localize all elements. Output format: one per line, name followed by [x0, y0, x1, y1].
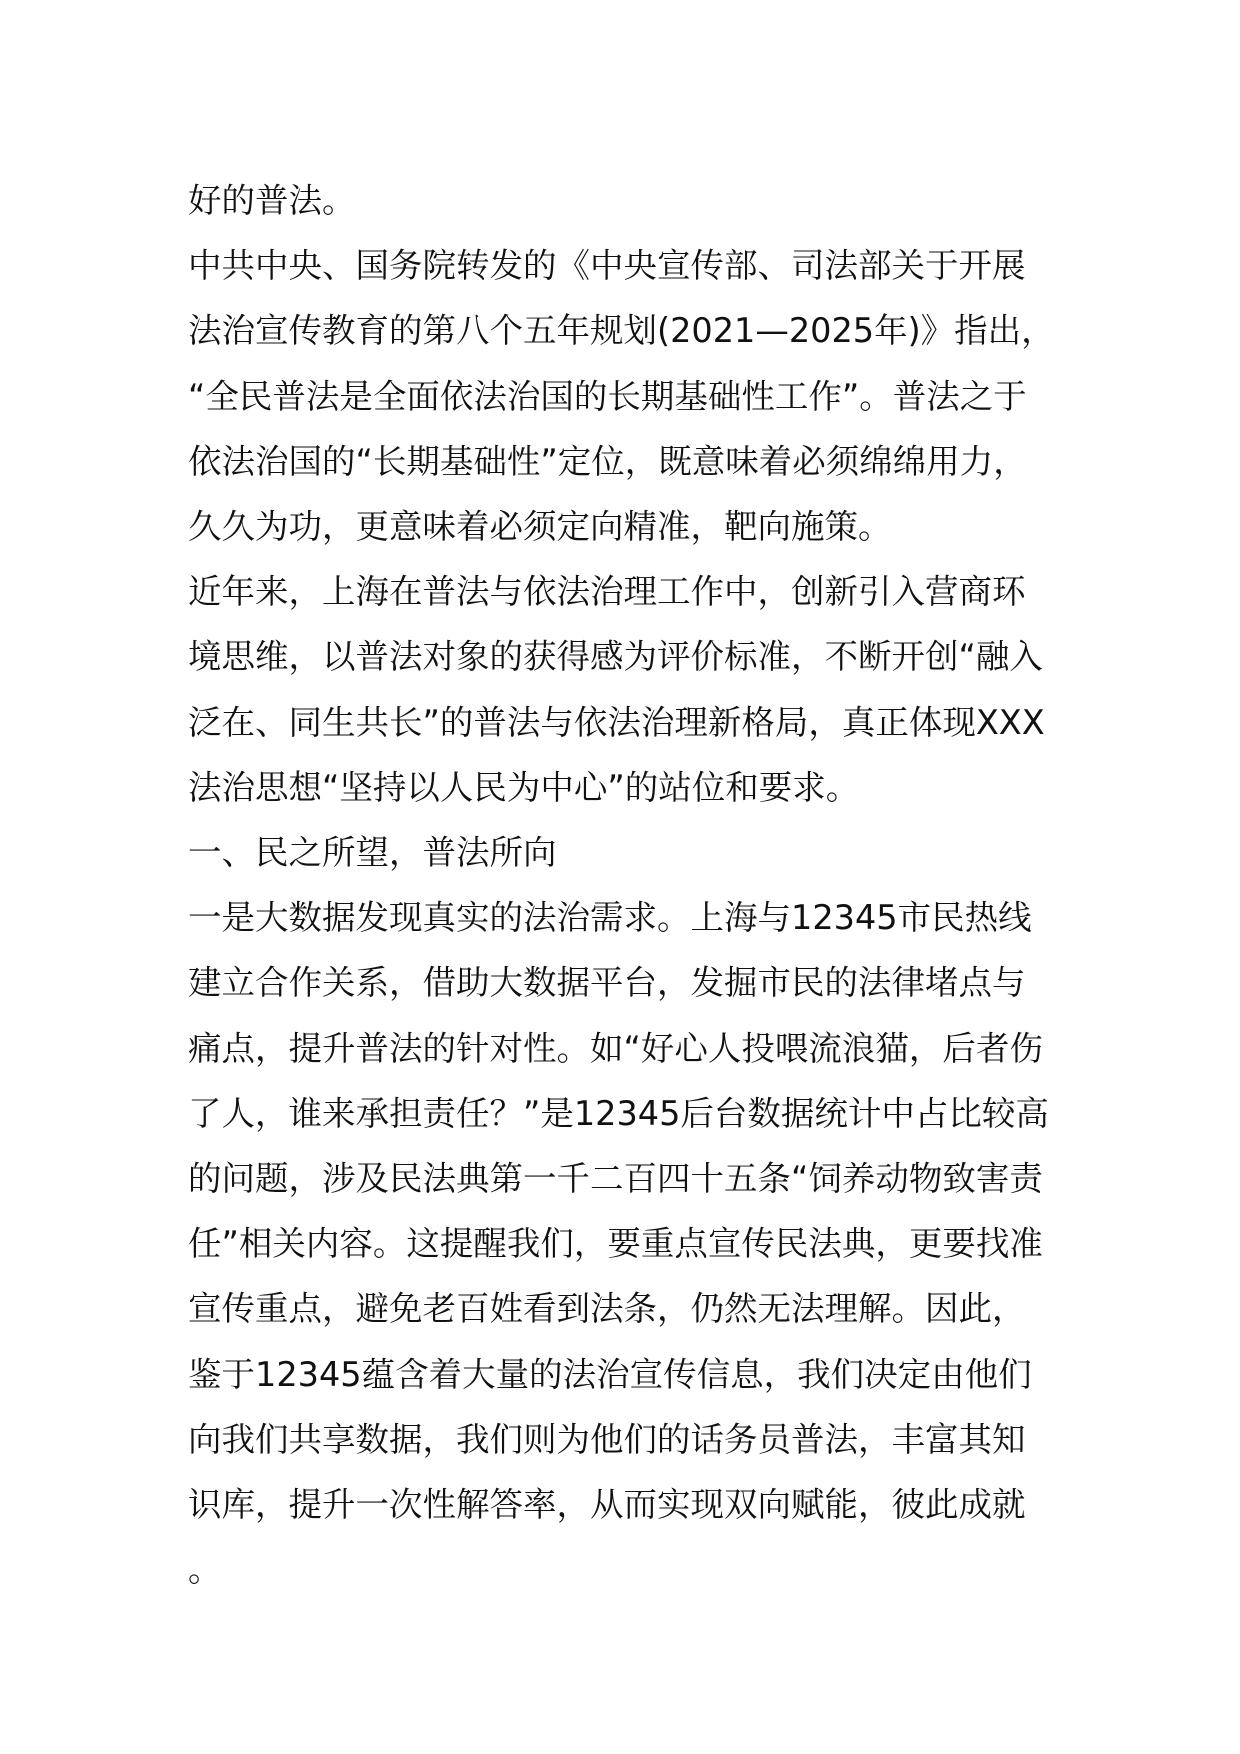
section-heading-1: 一、民之所望，普法所向 — [188, 833, 557, 873]
paragraph-continuation: 好的普法。 — [188, 181, 356, 220]
paragraph-shanghai-practice: 近年来，上海在普法与依法治理工作中，创新引入营商环境思维，以普法对象的获得感为评价标准，不断开创“融入泛在、同生共长”的普法与依法治理新格局，真正体现XXX法治思想“坚持以人民为中心”的站位和要求。 — [188, 572, 1045, 807]
document-body — [188, 168, 1056, 1602]
paragraph-big-data: 一是大数据发现真实的法治需求。上海与12345市民热线建立合作关系，借助大数据平台，发掘市民的法律堵点与痛点，提升普法的针对性。如“好心人投喂流浪猫，后者伤了人，谁来承担责任？”是12345后台数据统计中占比较高的问题，涉及民法典第一千二百四十五条“饲养动物致害责任”相关内容。这提醒我们，要重点宣传民法典，更要找准宣传重点，避免老百姓看到法条，仍然无法理解。因此，鉴于12345蕴含着大量的法治宣传信息，我们决定由他们向我们共享数据，我们则为他们的话务员普法，丰富其知识库，提升一次性解答率，从而实现双向赋能，彼此成就。 — [188, 898, 1049, 1590]
paragraph-plan-quote: 中共中央、国务院转发的《中央宣传部、司法部关于开展法治宣传教育的第八个五年规划(2021—2025年)》指出，“全民普法是全面依法治国的长期基础性工作”。普法之于依法治国的“长期基础性”定位，既意味着必须绵绵用力，久久为功，更意味着必须定向精准，靶向施策。 — [188, 246, 1055, 547]
